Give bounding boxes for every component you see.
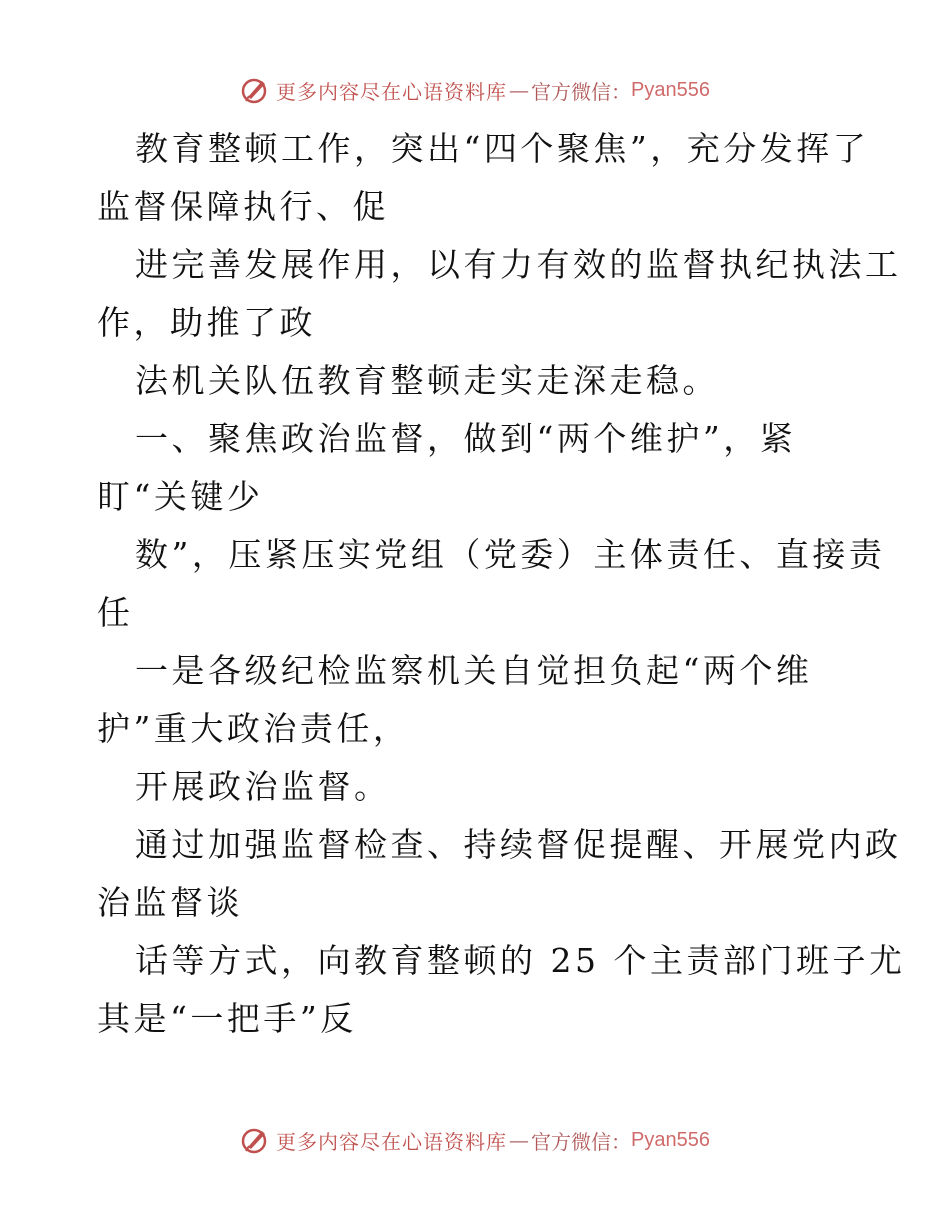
header-wechat-label: 官方微信： — [531, 79, 632, 104]
text-line: 话等方式，向教育整顿的 25 个主责部门班子尤 — [135, 941, 906, 980]
text-line: 盯“关键少 — [97, 477, 264, 516]
header-brand-text: 更多内容尽在心语资料库 — [276, 79, 508, 104]
text-line: 作，助推了政 — [97, 303, 316, 342]
text-line: 开展政治监督。 — [135, 767, 391, 806]
quill-logo-icon — [240, 75, 270, 105]
text-line: 任 — [97, 593, 134, 632]
text-line: 通过加强监督检查、持续督促提醒、开展党内政 — [135, 825, 902, 864]
text-line: 教育整顿工作，突出“四个聚焦”，充分发挥了 — [135, 129, 870, 168]
text-line: 护”重大政治责任， — [97, 709, 410, 748]
text-line: 一、聚焦政治监督，做到“两个维护”，紧 — [135, 419, 797, 458]
text-line: 其是“一把手”反 — [97, 999, 357, 1038]
text-line: 一是各级纪检监察机关自觉担负起“两个维 — [135, 651, 813, 690]
header-separator: — — [509, 78, 530, 102]
text-line: 进完善发展作用，以有力有效的监督执纪执法工 — [135, 245, 902, 284]
header-watermark — [0, 70, 950, 110]
footer-wechat-id: Pyan556 — [631, 1128, 710, 1151]
footer-wechat-label: 官方微信： — [531, 1129, 632, 1154]
footer-watermark — [0, 1120, 950, 1160]
quill-logo-icon — [240, 1125, 270, 1155]
footer-separator: — — [509, 1128, 530, 1152]
text-line: 法机关队伍教育整顿走实走深走稳。 — [135, 361, 719, 400]
footer-brand-text: 更多内容尽在心语资料库 — [276, 1129, 508, 1154]
document-body — [97, 120, 906, 1048]
text-line: 监督保障执行、促 — [97, 187, 389, 226]
text-line: 治监督谈 — [97, 883, 243, 922]
text-line: 数”，压紧压实党组（党委）主体责任、直接责 — [135, 535, 886, 574]
header-wechat-id: Pyan556 — [631, 78, 710, 101]
